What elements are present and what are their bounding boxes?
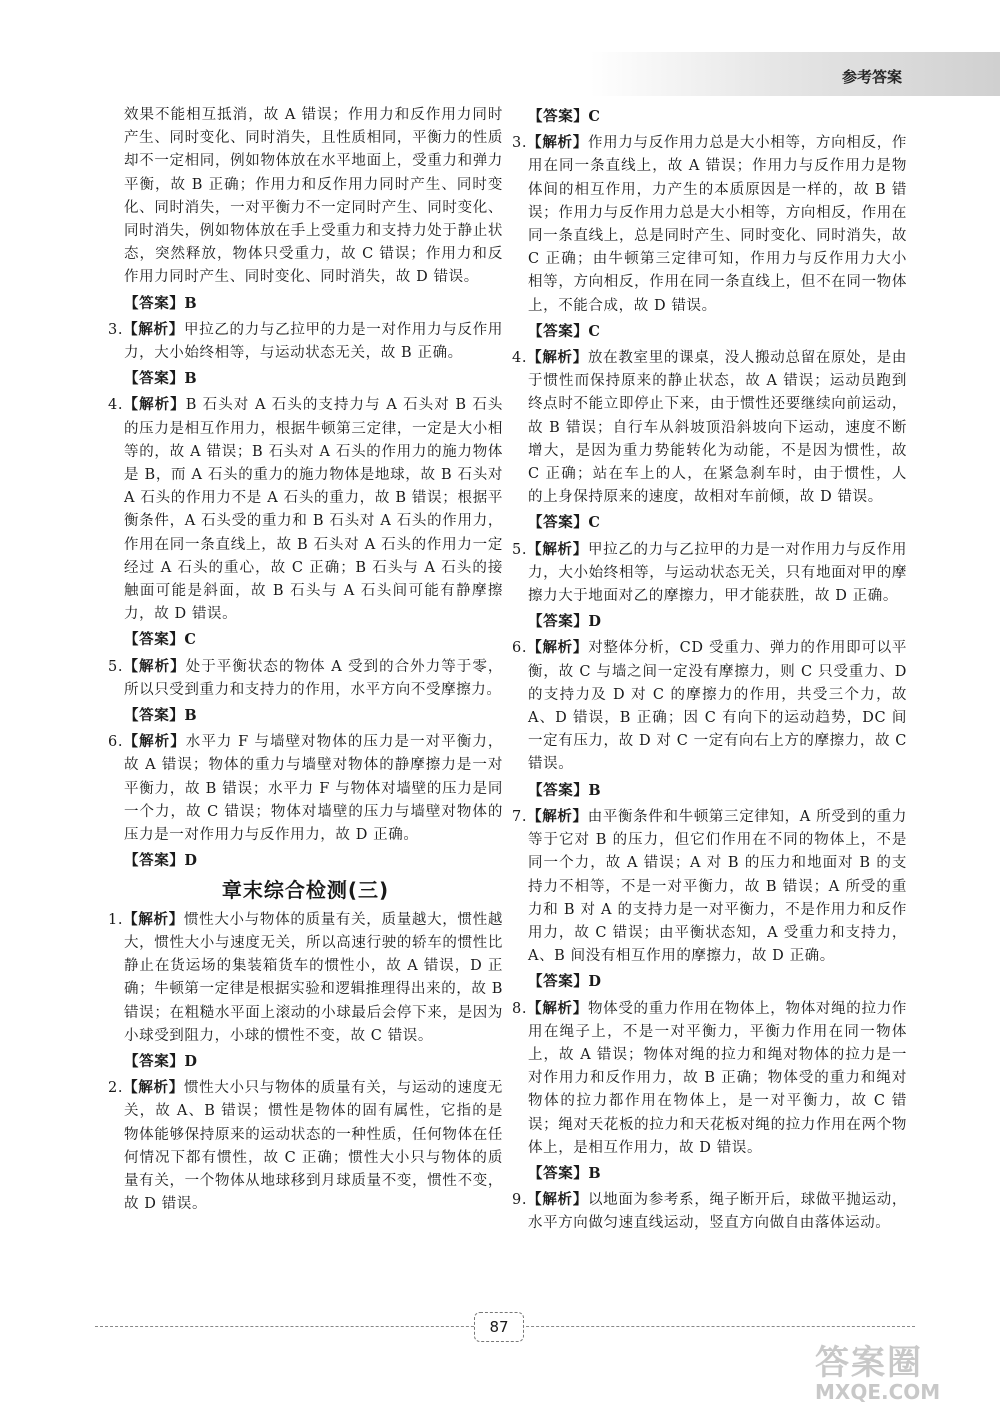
explanation-item [512,636,907,776]
item-number: 4. [108,397,124,414]
item-number: 5. [512,541,528,558]
explanation-item [512,538,907,609]
left-column [108,104,503,1218]
explanation-text: 处于平衡状态的物体 A 受到的合外力等于零，所以只受到重力和支持力的作用，水平方向不受摩擦力。 [124,658,504,698]
item-number: 9. [512,1192,528,1209]
answer-line: 【答案】B [124,370,198,388]
header-label: 参考答案 [842,68,903,86]
explanation-text: 以地面为参考系，绳子断开后，球做平抛运动，水平方向做匀速直线运动，竖直方向做自由落体运动。 [528,1192,907,1232]
analysis-tag: 【解析】 [527,1191,588,1209]
explanation-text: 水平力 F 与墙壁对物体的压力是一对平衡力，故 A 错误；物体的重力与墙壁对物体的静摩擦力是一对平衡力，故 B 错误；水平力 F 与物体对墙壁的压力是同一个力，故 C 错误；物体对墙壁的压力与墙壁对物体的压力是一对作用力与反作用力，故 D 正确。 [124,734,503,844]
answer-line: 【答案】C [528,514,601,532]
analysis-tag: 【解析】 [123,733,186,751]
explanation-item [108,655,503,702]
item-number: 7. [512,808,528,825]
section-title: 章末综合检测(三) [221,877,390,902]
explanation-item [512,1188,907,1235]
explanation-text: 放在教室里的课桌，没人搬动总留在原处，是由于惯性而保持原来的静止状态，故 A 错误；运动员跑到终点时不能立即停止下来，由于惯性还要继续向前运动，故 B 错误；自行车从斜坡顶沿斜坡向下运动，速度不断增大，是因为重力势能转化为动能，不是因为惯性，故 C 正确；站在车上的人，在紧急刹车时，由于惯性，人的上身保持原来的速度，故相对车前倾，故 D 错误。 [528,350,907,506]
item-number: 5. [108,658,124,675]
item-number: 6. [512,640,528,657]
answer-line: 【答案】D [528,973,602,991]
explanation-text: 物体受的重力作用在物体上，物体对绳的拉力作用在绳子上，不是一对平衡力，平衡力作用在同一物体上，故 A 错误；物体对绳的拉力和绳对物体的拉力是一对作用力和反作用力，故 B 正确；物体受的重力和绳对物体的拉力都作用在物体上，是一对平衡力，故 C 错误；绳对天花板的拉力和天花板对绳的拉力作用在两个物体上，是相互作用力，故 D 错误。 [528,1000,907,1156]
explanation-text: B 石头对 A 石头的支持力与 A 石头对 B 石头的压力是相互作用力，根据牛顿第三定律，一定是大小相等的，故 A 错误；B 石头对 A 石头的作用力的施力物体是 B，而 A 石头的重力的施力物体是地球，故 B 石头对 A 石头的作用力不是 A 石头的重力，故 B 错误；根据平衡条件，A 石头受的重力和 B 石头对 A 石头的作用力，作用在同一条直线上，故 B 石头对 A 石头的作用力一定经过 A 石头的重心，故 C 正确；B 石头与 A 石头的接触面可能是斜面，故 B 石头与 A 石头间可能有静摩擦力，故 D 错误。 [124,397,503,623]
explanation-item [512,346,907,509]
explanation-item [108,730,503,847]
explanation-item [512,131,907,318]
answer-line: 【答案】B [528,781,602,799]
explanation-text: 惯性大小只与物体的质量有关，与运动的速度无关，故 A、B 错误；惯性是物体的固有属性，它指的是物体能够保持原来的运动状态的一种性质，任何物体在任何情况下都有惯性，故 C 正确；惯性大小只与物体的质量有关，一个物体从地球移到月球质量不变，惯性不变，故 D 错误。 [124,1080,503,1213]
answer-line: 【答案】B [124,707,198,725]
page-number: 87 [474,1312,524,1342]
analysis-tag: 【解析】 [123,396,186,414]
answer-line: 【答案】D [528,613,602,631]
item-number: 2. [108,1080,124,1097]
explanation-item [108,1076,503,1216]
right-column [512,104,907,1238]
explanation-text: 对整体分析，CD 受重力、弹力的作用即可以平衡，故 C 与墙之间一定没有摩擦力，则 C 只受重力、D 的支持力及 D 对 C 的摩擦力的作用，共受三个力，故 A、D 错误，B 正确；因 C 有向下的运动趋势，DC 间一定有压力，故 D 对 C 一定有向右上方的摩擦力，故 C 错误。 [528,640,907,773]
answer-line: 【答案】B [528,1164,602,1182]
explanation-item [512,805,907,968]
item-number: 3. [108,321,124,338]
explanation-text: 由平衡条件和牛顿第三定律知，A 所受到的重力等于它对 B 的压力，但它们作用在不同的物体上，不是同一个力，故 A 错误；A 对 B 的压力和地面对 B 的支持力不相等，不是一对平衡力，故 B 错误；A 所受的重力和 B 对 A 的支持力是一对平衡力，不是作用力和反作用力，故 C 错误；由平衡状态知，A 受重力和支持力，A、B 间没有相互作用的摩擦力，故 D 正确。 [528,808,907,965]
watermark-text: 答案圈 [815,1343,923,1383]
analysis-tag: 【解析】 [123,657,186,675]
explanation-item [108,318,503,365]
answer-line: 【答案】C [124,631,197,649]
answer-line: 【答案】D [124,852,198,870]
explanation-item [108,908,503,1048]
answer-line: 【答案】C [528,322,601,340]
analysis-tag: 【解析】 [527,134,588,152]
explanation-item [108,393,503,626]
answer-line: 【答案】D [124,1052,198,1070]
explanation-text: 甲拉乙的力与乙拉甲的力是一对作用力与反作用力，大小始终相等，与运动状态无关，故 B 正确。 [124,321,503,362]
watermark-url: MXQE.COM [815,1380,941,1404]
explanation-continuation: 效果不能相互抵消，故 A 错误；作用力和反作用力同时产生、同时变化、同时消失，且性质相同，平衡力的性质却不一定相同，例如物体放在水平地面上，受重力和弹力平衡，故 B 正确；作用力和反作用力同时产生、同时变化、同时消失，一对平衡力不一定同时产生、同时变化、同时消失，例如物体放在手上受重力和支持力处于静止状态，突然释放，物体只受重力，故 C 错误；作用力和反作用力同时产生、同时变化、同时消失，故 D 错误。 [124,107,503,286]
analysis-tag: 【解析】 [123,910,184,928]
explanation-text: 作用力与反作用力总是大小相等，方向相反，作用在同一条直线上，故 A 错误；作用力与反作用力是物体间的相互作用，力产生的本质原因是一样的，故 B 错误；作用力与反作用力总是大小相等，方向相反，作用在同一条直线上，总是同时产生、同时变化、同时消失，故 C 正确；由牛顿第三定律可知，作用力与反作用力大小相等，方向相反，作用在同一条直线上，但不在同一物体上，不能合成，故 D 错误。 [528,135,907,314]
item-number: 3. [512,135,528,152]
item-number: 6. [108,734,124,751]
explanation-text: 甲拉乙的力与乙拉甲的力是一对作用力与反作用力，大小始终相等，与运动状态无关，只有地面对甲的摩擦力大于地面对乙的摩擦力，甲才能获胜，故 D 正确。 [528,541,907,605]
header-band [590,52,1000,96]
item-number: 8. [512,1000,528,1017]
answer-line: 【答案】B [124,294,198,312]
analysis-tag: 【解析】 [123,320,184,338]
analysis-tag: 【解析】 [527,639,589,657]
analysis-tag: 【解析】 [527,807,588,825]
analysis-tag: 【解析】 [527,999,588,1017]
explanation-item [512,997,907,1160]
analysis-tag: 【解析】 [527,349,588,367]
explanation-text: 惯性大小与物体的质量有关，质量越大，惯性越大，惯性大小与速度无关，所以高速行驶的轿车的惯性比静止在货运场的集装箱货车的惯性小，故 A 错误，D 正确；牛顿第一定律是根据实验和逻辑推理得出来的，故 B 错误；在粗糙水平面上滚动的小球最后会停下来，是因为小球受到阻力，小球的惯性不变，故 C 错误。 [124,911,503,1044]
analysis-tag: 【解析】 [123,1079,184,1097]
analysis-tag: 【解析】 [527,540,588,558]
watermark-logo [815,1335,985,1404]
answer-line: 【答案】C [528,108,601,125]
item-number: 4. [512,350,528,367]
item-number: 1. [108,911,124,928]
